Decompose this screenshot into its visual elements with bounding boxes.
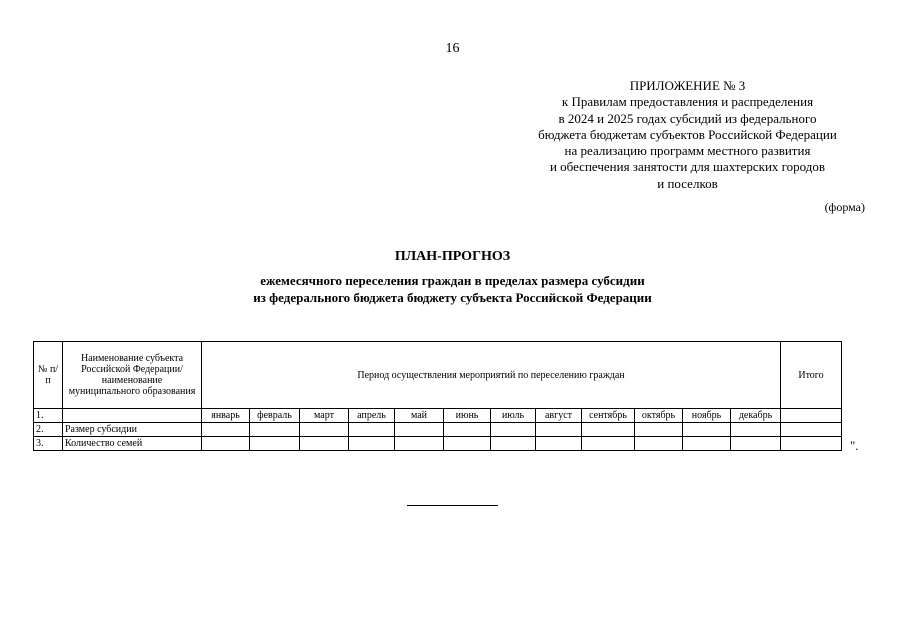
total-cell (781, 437, 842, 451)
month-cell: февраль (250, 409, 300, 423)
data-cell (683, 437, 731, 451)
table-row (34, 437, 842, 451)
month-cell: июнь (444, 409, 491, 423)
month-cell: декабрь (731, 409, 781, 423)
data-cell (395, 437, 444, 451)
appendix-heading: ПРИЛОЖЕНИЕ № 3 (629, 78, 746, 93)
document-subtitle (0, 272, 905, 306)
row-num: 1. (34, 409, 63, 423)
total-cell (781, 409, 842, 423)
row-name: Размер субсидии (63, 423, 202, 437)
appendix-line: и обеспечения занятости для шахтерских городов (549, 159, 826, 175)
row-num: 3. (34, 437, 63, 451)
appendix-line: и поселков (657, 175, 718, 191)
month-cell: май (395, 409, 444, 423)
table-row (34, 423, 842, 437)
data-cell (202, 437, 250, 451)
data-cell (300, 423, 349, 437)
data-cell (536, 437, 582, 451)
table-row (34, 409, 842, 423)
data-cell (536, 423, 582, 437)
appendix-line: к Правилам предоставления и распределения (561, 94, 814, 110)
month-cell: август (536, 409, 582, 423)
appendix-line: в 2024 и 2025 годах субсидий из федерального (558, 110, 817, 126)
data-cell (250, 437, 300, 451)
data-cell (250, 423, 300, 437)
subtitle-line: из федерального бюджета бюджету субъекта Российской Федерации (253, 290, 652, 305)
appendix-line: бюджета бюджетам субъектов Российской Федерации (538, 126, 837, 142)
month-cell: март (300, 409, 349, 423)
header-total: Итого (781, 342, 842, 409)
data-cell (202, 423, 250, 437)
data-cell (582, 423, 635, 437)
data-cell (395, 423, 444, 437)
form-note: (форма) (824, 200, 865, 214)
data-cell (349, 437, 395, 451)
data-cell (683, 423, 731, 437)
data-cell (300, 437, 349, 451)
data-cell (635, 437, 683, 451)
data-cell (349, 423, 395, 437)
data-cell (635, 423, 683, 437)
month-cell: июль (491, 409, 536, 423)
month-cell: январь (202, 409, 250, 423)
row-num: 2. (34, 423, 63, 437)
row-name: Количество семей (63, 437, 202, 451)
header-period: Период осуществления мероприятий по переселению граждан (202, 342, 781, 409)
closing-quote: ". (850, 438, 859, 453)
data-cell (444, 437, 491, 451)
appendix-line: на реализацию программ местного развития (564, 143, 811, 159)
plan-table (33, 341, 842, 451)
data-cell (731, 423, 781, 437)
data-cell (582, 437, 635, 451)
month-cell: апрель (349, 409, 395, 423)
row-name (63, 409, 202, 423)
header-name: Наименование субъекта Российской Федерации/ наименование муниципального образования (63, 342, 202, 409)
month-cell: сентябрь (582, 409, 635, 423)
data-cell (491, 423, 536, 437)
total-cell (781, 423, 842, 437)
month-cell: октябрь (635, 409, 683, 423)
header-row (34, 342, 842, 409)
page-number: 16 (445, 41, 460, 56)
data-cell (731, 437, 781, 451)
header-num: № п/п (34, 342, 63, 409)
data-cell (491, 437, 536, 451)
appendix-block (500, 78, 875, 192)
document-title: ПЛАН-ПРОГНОЗ (394, 249, 511, 264)
subtitle-line: ежемесячного переселения граждан в пределах размера субсидии (260, 273, 645, 288)
month-cell: ноябрь (683, 409, 731, 423)
separator-line (407, 505, 498, 506)
data-cell (444, 423, 491, 437)
